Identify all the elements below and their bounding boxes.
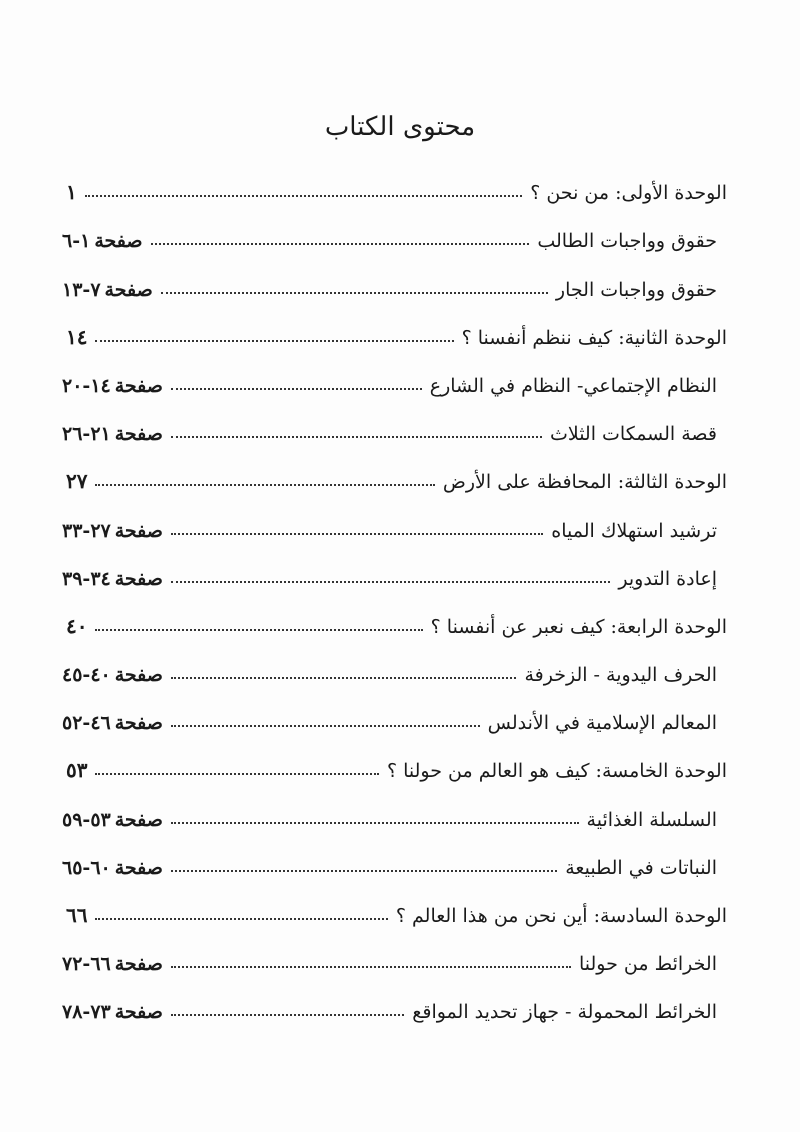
page-range: ٢٧ <box>66 469 88 494</box>
page-word: صفحة <box>114 423 163 446</box>
page-range: ٤٦-٥٢ <box>62 712 111 735</box>
toc-entry-pages <box>62 712 163 734</box>
page-range: ١ <box>66 180 77 205</box>
page-word: صفحة <box>114 712 163 735</box>
toc-entry <box>62 156 727 204</box>
page-range: ٢١-٢٦ <box>62 423 111 446</box>
dot-leader <box>161 292 548 294</box>
page-range: ١-٦ <box>62 230 91 253</box>
toc-entry <box>62 542 727 590</box>
page-word: صفحة <box>114 519 163 542</box>
dot-leader <box>171 581 610 583</box>
toc-entry-label: الوحدة الرابعة: كيف نعبر عن أنفسنا ؟ <box>430 615 727 638</box>
toc-entry-pages <box>62 423 163 445</box>
toc-entry-pages <box>62 953 163 975</box>
dot-leader <box>85 195 522 197</box>
toc-entry-label: الوحدة السادسة: أين نحن من هذا العالم ؟ <box>395 905 727 927</box>
page-range: ٥٣-٥٩ <box>62 808 111 831</box>
toc-entry-label: الوحدة الخامسة: كيف هو العالم من حولنا ؟ <box>386 760 727 783</box>
toc-entry-label: السلسلة الغذائية <box>586 808 717 831</box>
page-range: ٤٠-٤٥ <box>62 664 111 687</box>
toc-entry <box>62 349 727 397</box>
toc-entry <box>62 397 727 445</box>
page-range: ٦٦ <box>66 903 88 927</box>
toc-entry <box>62 782 727 830</box>
page-range: ١٤-٢٠ <box>62 374 111 397</box>
page-word: صفحة <box>114 664 163 687</box>
toc-entry <box>62 445 727 493</box>
page-word: صفحة <box>114 1001 163 1024</box>
dot-leader <box>95 484 434 486</box>
page-word: صفحة <box>94 230 143 253</box>
toc-entry-pages <box>62 520 163 542</box>
toc-entry-label: الخرائط المحمولة - جهاز تحديد المواقع <box>412 1001 717 1024</box>
dot-leader <box>171 533 543 535</box>
page-title: محتوى الكتاب <box>324 112 476 142</box>
toc-entry-label: قصة السمكات الثلاث <box>549 423 717 446</box>
toc-entry-label: الوحدة الثالثة: المحافظة على الأرض <box>442 471 727 494</box>
toc-entry <box>62 301 727 349</box>
toc-entry-label: الخرائط من حولنا <box>578 953 717 976</box>
dot-leader <box>95 340 453 342</box>
toc-entry <box>62 734 727 782</box>
toc-entry-pages <box>62 279 153 301</box>
dot-leader <box>95 629 422 631</box>
toc-entry <box>62 493 727 541</box>
toc-entry-pages <box>62 809 163 831</box>
toc-entry-label: النظام الإجتماعي- النظام في الشارع <box>429 374 717 397</box>
toc-entry-label: الحرف اليدوية - الزخرفة <box>524 664 717 687</box>
toc-entry-label: الوحدة الأولى: من نحن ؟ <box>530 182 727 205</box>
toc-entry-pages <box>62 325 87 349</box>
dot-leader <box>171 822 579 824</box>
dot-leader <box>171 436 542 438</box>
dot-leader <box>171 725 480 727</box>
toc-entry <box>62 831 727 879</box>
dot-leader <box>151 243 530 245</box>
toc-entry <box>62 252 727 300</box>
page-range: ٢٧-٣٣ <box>62 519 111 542</box>
page-range: ٥٣ <box>66 758 88 783</box>
page-word: صفحة <box>104 278 153 301</box>
dot-leader <box>171 966 571 968</box>
toc-entry-pages <box>62 1001 163 1023</box>
dot-leader <box>95 918 387 920</box>
toc-entry <box>62 975 727 1023</box>
dot-leader <box>171 870 557 872</box>
page-word: صفحة <box>114 567 163 590</box>
toc-entry <box>62 686 727 734</box>
toc-entry-pages <box>62 857 163 879</box>
toc-entry <box>62 638 727 686</box>
toc-entry <box>62 879 727 927</box>
toc-entry-label: ترشيد استهلاك المياه <box>551 519 717 542</box>
page-range: ٧-١٣ <box>62 278 101 301</box>
toc-entry-label: إعادة التدوير <box>618 567 717 590</box>
page-range: ١٤ <box>66 324 88 349</box>
toc-entry <box>62 204 727 252</box>
dot-leader <box>171 677 517 679</box>
toc-entry-pages <box>62 469 87 493</box>
page-range: ٦٠-٦٥ <box>62 856 111 879</box>
page-range: ٦٦-٧٢ <box>62 953 111 976</box>
toc-entry-label: حقوق وواجبات الطالب <box>537 230 717 253</box>
toc-entry-label: المعالم الإسلامية في الأندلس <box>487 712 717 735</box>
page-word: صفحة <box>114 953 163 976</box>
page-range: ٤٠ <box>66 613 88 638</box>
page-word: صفحة <box>114 808 163 831</box>
toc-entry <box>62 927 727 975</box>
toc-entry-pages <box>62 614 87 638</box>
page-word: صفحة <box>114 856 163 879</box>
table-of-contents <box>62 156 727 1023</box>
page-range: ٧٣-٧٨ <box>62 1001 111 1024</box>
toc-entry-label: النباتات في الطبيعة <box>565 856 717 879</box>
page-word: صفحة <box>114 374 163 397</box>
toc-entry-pages <box>62 903 87 927</box>
dot-leader <box>95 773 379 775</box>
dot-leader <box>171 388 422 390</box>
toc-entry-label: الوحدة الثانية: كيف ننظم أنفسنا ؟ <box>461 326 727 349</box>
toc-entry-pages <box>62 664 163 686</box>
toc-entry-pages <box>62 230 143 252</box>
dot-leader <box>171 1014 404 1016</box>
toc-entry-pages <box>62 568 163 590</box>
toc-entry-pages <box>62 375 163 397</box>
toc-entry-pages <box>62 180 77 204</box>
toc-entry-pages <box>62 758 87 782</box>
toc-entry-label: حقوق وواجبات الجار <box>555 278 717 301</box>
toc-entry <box>62 590 727 638</box>
page-range: ٣٤-٣٩ <box>62 567 111 590</box>
